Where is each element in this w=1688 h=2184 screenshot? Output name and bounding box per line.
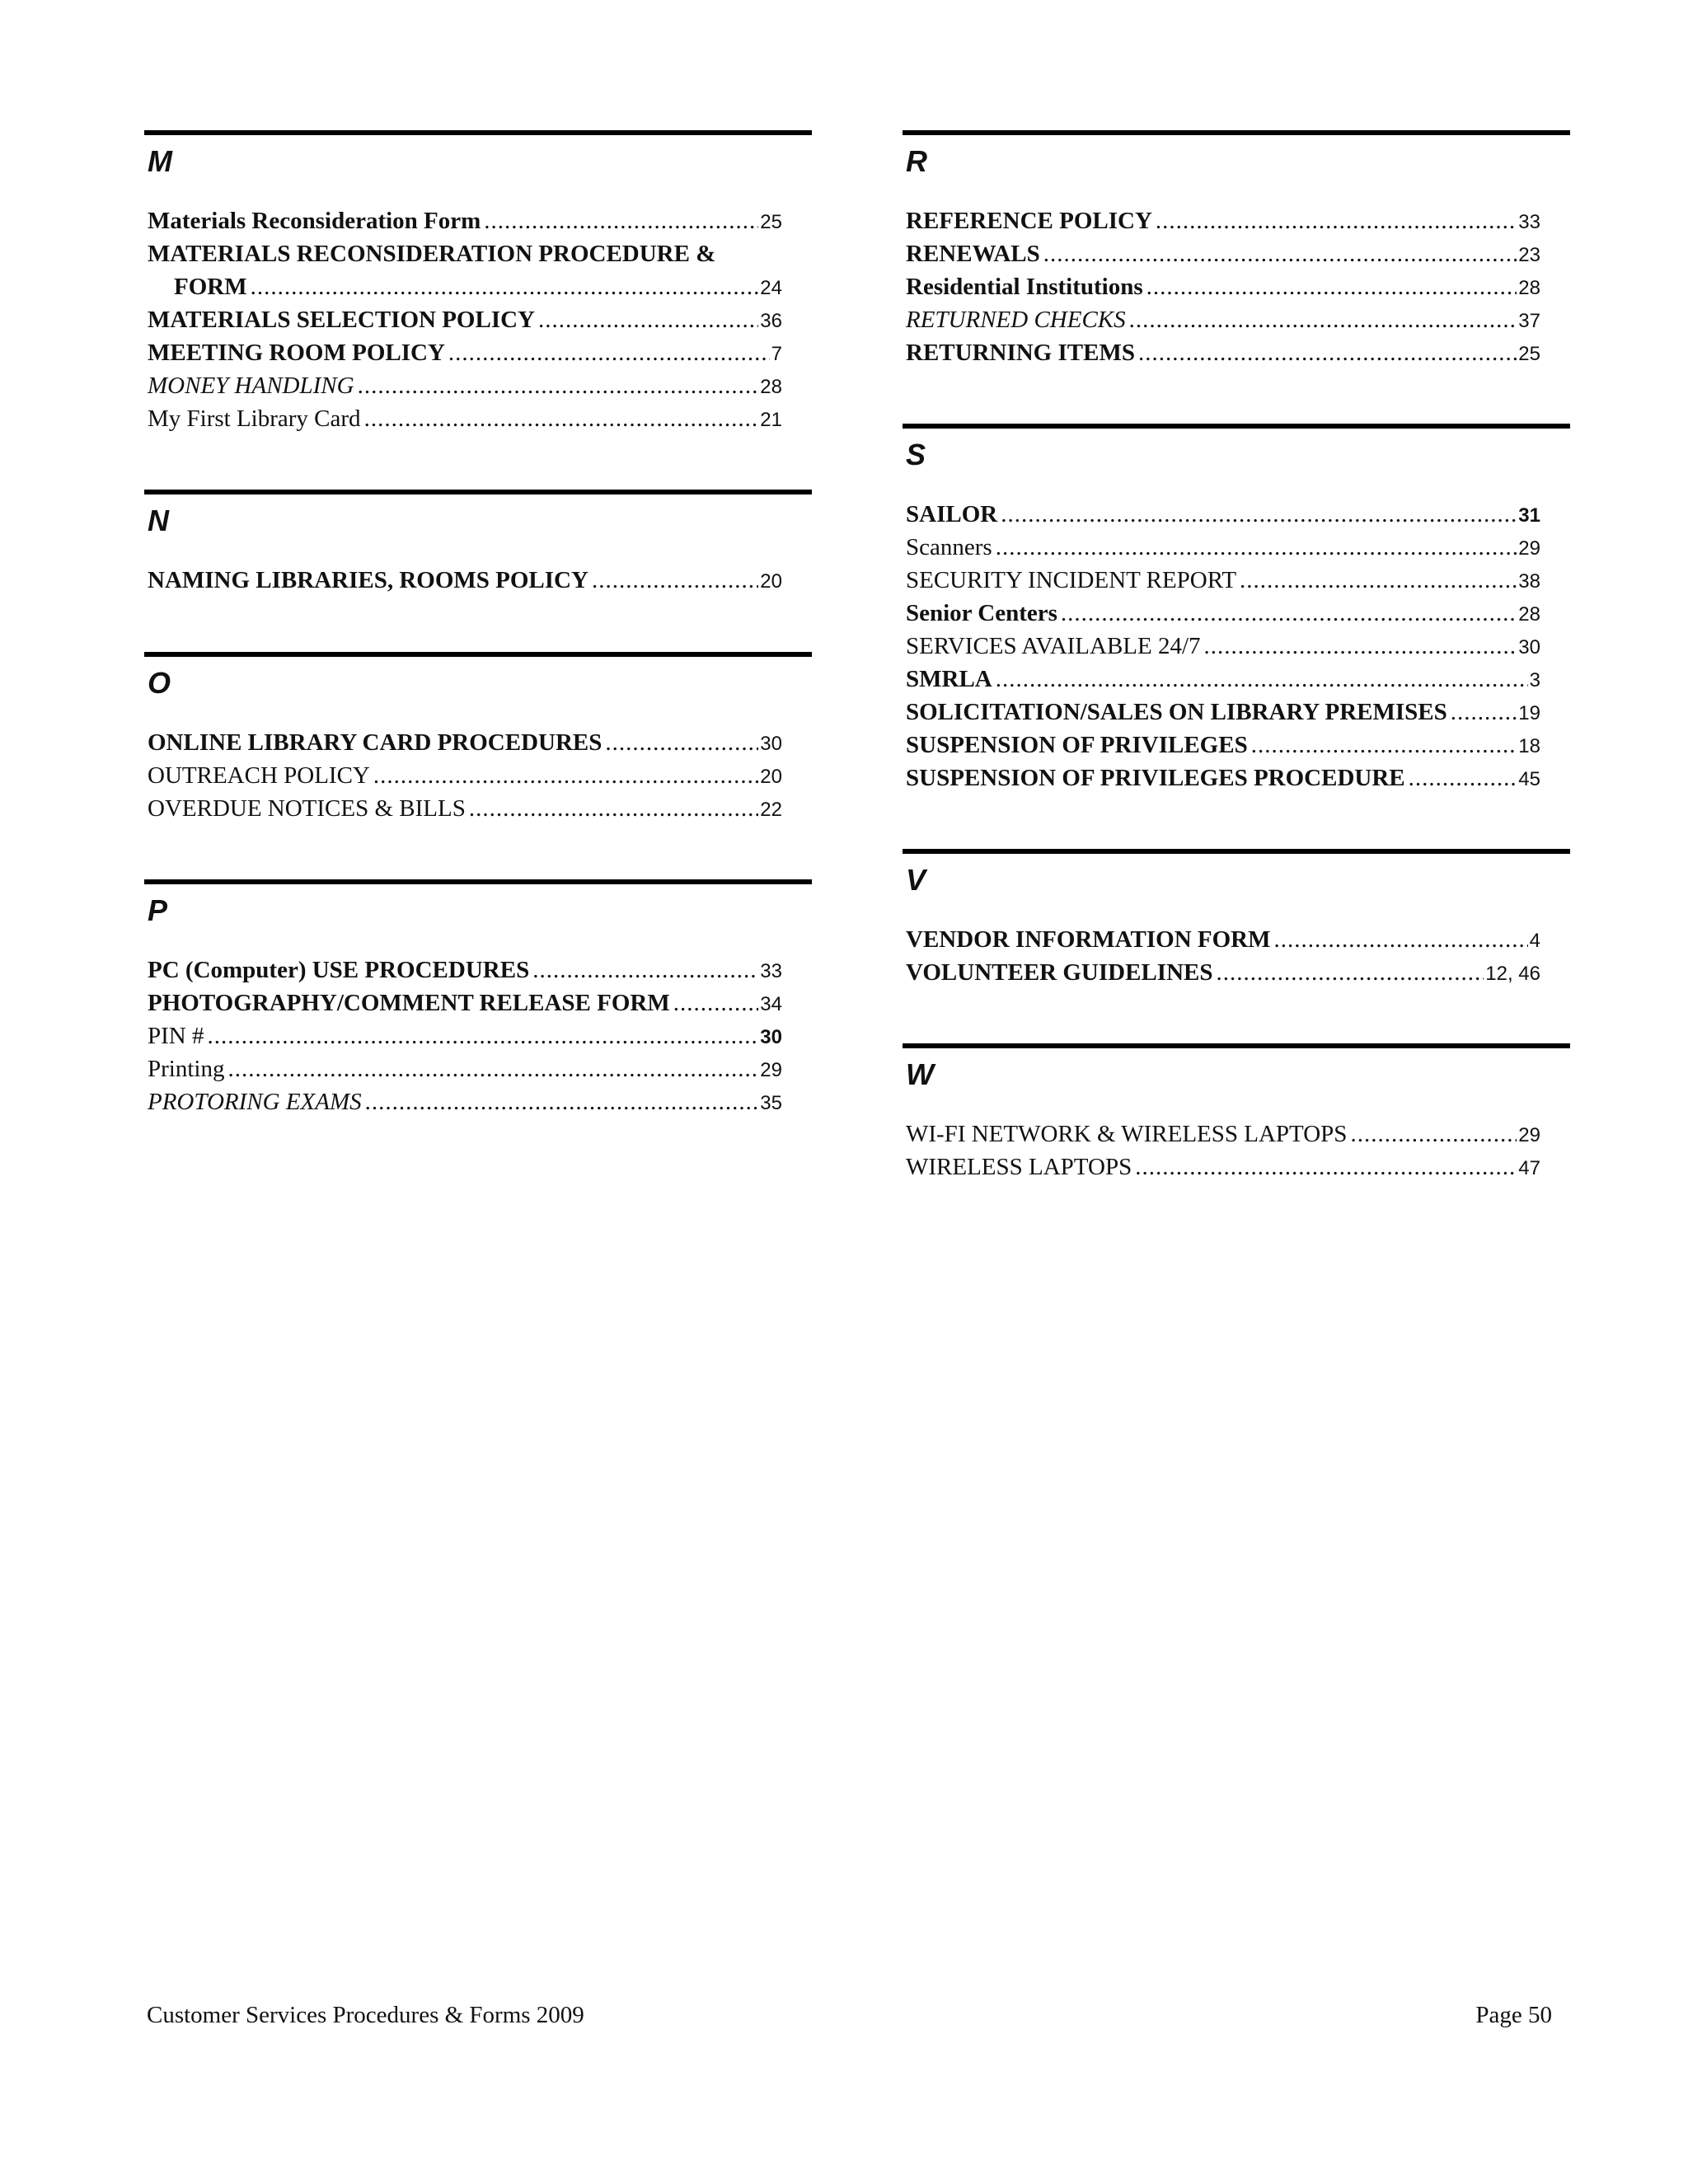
index-entry [144, 792, 782, 825]
dot-leader [996, 663, 1528, 696]
section-letter: S [906, 438, 926, 471]
index-entry [903, 663, 1540, 696]
entry-label: OVERDUE NOTICES & BILLS [148, 795, 466, 822]
dot-leader [1274, 923, 1528, 956]
entry-list [144, 954, 812, 1118]
entry-label: WIRELESS LAPTOPS [906, 1154, 1132, 1180]
entry-page: 36 [760, 310, 782, 332]
entry-label: My First Library Card [148, 405, 361, 432]
index-entry [903, 762, 1540, 794]
index-entry [144, 336, 782, 369]
entry-label: Printing [148, 1056, 225, 1082]
dot-leader [364, 402, 759, 435]
dot-leader [1001, 498, 1517, 531]
dot-leader [673, 987, 759, 1019]
entry-page: 7 [771, 343, 782, 365]
entry-label: MATERIALS RECONSIDERATION PROCEDURE & [148, 241, 716, 267]
dot-leader [469, 792, 758, 825]
entry-page: 22 [760, 799, 782, 821]
entry-list [903, 1118, 1570, 1183]
dot-leader [373, 759, 758, 792]
entry-list [903, 923, 1570, 989]
dot-leader [1216, 956, 1484, 989]
entry-label: Materials Reconsideration Form [148, 208, 481, 234]
entry-label: RENEWALS [906, 241, 1040, 267]
index-section-v [903, 849, 1570, 989]
dot-leader [532, 954, 758, 987]
index-entry [903, 498, 1540, 531]
index-entry [144, 402, 782, 435]
section-letter: M [148, 144, 172, 178]
entry-page: 30 [1518, 636, 1540, 658]
entry-label: VOLUNTEER GUIDELINES [906, 959, 1213, 986]
dot-leader [538, 303, 758, 336]
entry-page: 38 [1518, 570, 1540, 593]
dot-leader [1135, 1151, 1517, 1183]
dot-leader [1061, 597, 1517, 630]
section-letter: R [906, 144, 927, 178]
index-entry [144, 726, 782, 759]
entry-label: PROTORING EXAMS [148, 1089, 362, 1115]
index-section-m [144, 130, 812, 435]
index-entry [903, 1151, 1540, 1183]
entry-page: 31 [1518, 504, 1540, 527]
index-entry [144, 987, 782, 1019]
entry-page: 28 [1518, 277, 1540, 299]
entry-label: MATERIALS SELECTION POLICY [148, 307, 536, 333]
entry-page: 29 [1518, 1124, 1540, 1146]
entry-page: 25 [760, 211, 782, 233]
index-entry [903, 336, 1540, 369]
entry-label: ONLINE LIBRARY CARD PROCEDURES [148, 729, 603, 756]
entry-label: RETURNING ITEMS [906, 340, 1135, 366]
dot-leader [1129, 303, 1517, 336]
entry-label: OUTREACH POLICY [148, 762, 370, 789]
dot-leader [448, 336, 770, 369]
index-section-o [144, 652, 812, 825]
dot-leader [1350, 1118, 1517, 1151]
section-letter: V [906, 863, 926, 897]
entry-list [144, 726, 812, 825]
entry-page: 30 [760, 1026, 782, 1048]
section-letter: O [148, 666, 171, 700]
dot-leader [1240, 564, 1517, 597]
entry-page: 3 [1529, 669, 1540, 691]
index-section-w [903, 1043, 1570, 1183]
entry-label: Senior Centers [906, 600, 1057, 626]
entry-page: 33 [760, 960, 782, 982]
entry-label: PC (Computer) USE PROCEDURES [148, 957, 530, 983]
dot-leader [207, 1019, 758, 1052]
index-entry-heading-line [144, 237, 812, 270]
footer-document-title: Customer Services Procedures & Forms 2009 [147, 2002, 584, 2028]
index-entry [903, 564, 1540, 597]
entry-page: 4 [1529, 930, 1540, 952]
index-entry [144, 270, 782, 303]
entry-page: 47 [1518, 1157, 1540, 1179]
entry-page: 18 [1518, 735, 1540, 757]
entry-page: 45 [1518, 768, 1540, 790]
index-section-s [903, 424, 1570, 794]
index-section-r [903, 130, 1570, 369]
dot-leader [251, 270, 759, 303]
entry-page: 20 [760, 766, 782, 788]
entry-label: Residential Institutions [906, 274, 1143, 300]
entry-label: PHOTOGRAPHY/COMMENT RELEASE FORM [148, 990, 670, 1016]
entry-label: MEETING ROOM POLICY [148, 340, 445, 366]
index-entry [903, 270, 1540, 303]
entry-page: 29 [1518, 537, 1540, 560]
index-entry [144, 369, 782, 402]
dot-leader [358, 369, 759, 402]
entry-label: FORM [174, 274, 247, 300]
entry-page: 19 [1518, 702, 1540, 724]
dot-leader [365, 1085, 759, 1118]
entry-label: SMRLA [906, 666, 992, 692]
index-entry [144, 1052, 782, 1085]
section-letter: N [148, 504, 169, 537]
entry-page: 28 [1518, 603, 1540, 626]
index-entry [144, 759, 782, 792]
index-entry [144, 954, 782, 987]
index-entry [903, 303, 1540, 336]
dot-leader [484, 204, 758, 237]
entry-page: 29 [760, 1059, 782, 1081]
dot-leader [1251, 729, 1517, 762]
entry-label: REFERENCE POLICY [906, 208, 1152, 234]
entry-label: SAILOR [906, 501, 998, 527]
entry-label: NAMING LIBRARIES, ROOMS POLICY [148, 567, 588, 593]
section-letter: W [906, 1057, 934, 1091]
index-entry [903, 923, 1540, 956]
entry-list [144, 564, 812, 597]
entry-page: 23 [1518, 244, 1540, 266]
index-entry [903, 597, 1540, 630]
entry-page: 24 [760, 277, 782, 299]
dot-leader [996, 531, 1517, 564]
entry-label: Scanners [906, 534, 992, 560]
entry-page: 20 [760, 570, 782, 593]
entry-label: VENDOR INFORMATION FORM [906, 926, 1271, 953]
entry-page: 21 [760, 409, 782, 431]
dot-leader [592, 564, 758, 597]
entry-list [903, 204, 1570, 369]
entry-list [903, 498, 1570, 794]
dot-leader [605, 726, 758, 759]
index-entry [903, 630, 1540, 663]
index-section-n [144, 490, 812, 597]
dot-leader [1451, 696, 1517, 729]
dot-leader [1204, 630, 1517, 663]
entry-list [144, 204, 812, 435]
entry-page: 28 [760, 376, 782, 398]
footer-page-number: Page 50 [1475, 2002, 1552, 2028]
index-entry [144, 564, 782, 597]
entry-page: 33 [1518, 211, 1540, 233]
dot-leader [1146, 270, 1517, 303]
entry-page: 35 [760, 1092, 782, 1114]
entry-label: SOLICITATION/SALES ON LIBRARY PREMISES [906, 699, 1447, 725]
entry-label: MONEY HANDLING [148, 373, 354, 399]
index-entry [144, 1085, 782, 1118]
entry-page: 30 [760, 733, 782, 755]
index-entry [144, 303, 782, 336]
index-entry [144, 1019, 782, 1052]
entry-page: 25 [1518, 343, 1540, 365]
index-section-p [144, 879, 812, 1118]
index-entry [144, 204, 782, 237]
entry-page: 12, 46 [1485, 963, 1540, 985]
dot-leader [1043, 237, 1517, 270]
dot-leader [1138, 336, 1517, 369]
index-entry [903, 204, 1540, 237]
index-entry [903, 237, 1540, 270]
dot-leader [227, 1052, 758, 1085]
index-entry [903, 956, 1540, 989]
index-entry [903, 1118, 1540, 1151]
entry-label: SERVICES AVAILABLE 24/7 [906, 633, 1201, 659]
index-entry [903, 696, 1540, 729]
dot-leader [1156, 204, 1517, 237]
entry-label: RETURNED CHECKS [906, 307, 1126, 333]
entry-label: WI-FI NETWORK & WIRELESS LAPTOPS [906, 1121, 1348, 1147]
index-entry [903, 729, 1540, 762]
entry-label: SUSPENSION OF PRIVILEGES PROCEDURE [906, 765, 1405, 791]
entry-label: SUSPENSION OF PRIVILEGES [906, 732, 1248, 758]
entry-page: 34 [760, 993, 782, 1015]
index-entry [903, 531, 1540, 564]
entry-label: SECURITY INCIDENT REPORT [906, 567, 1237, 593]
entry-page: 37 [1518, 310, 1540, 332]
dot-leader [1409, 762, 1517, 794]
section-letter: P [148, 893, 168, 927]
entry-label: PIN # [148, 1023, 204, 1049]
